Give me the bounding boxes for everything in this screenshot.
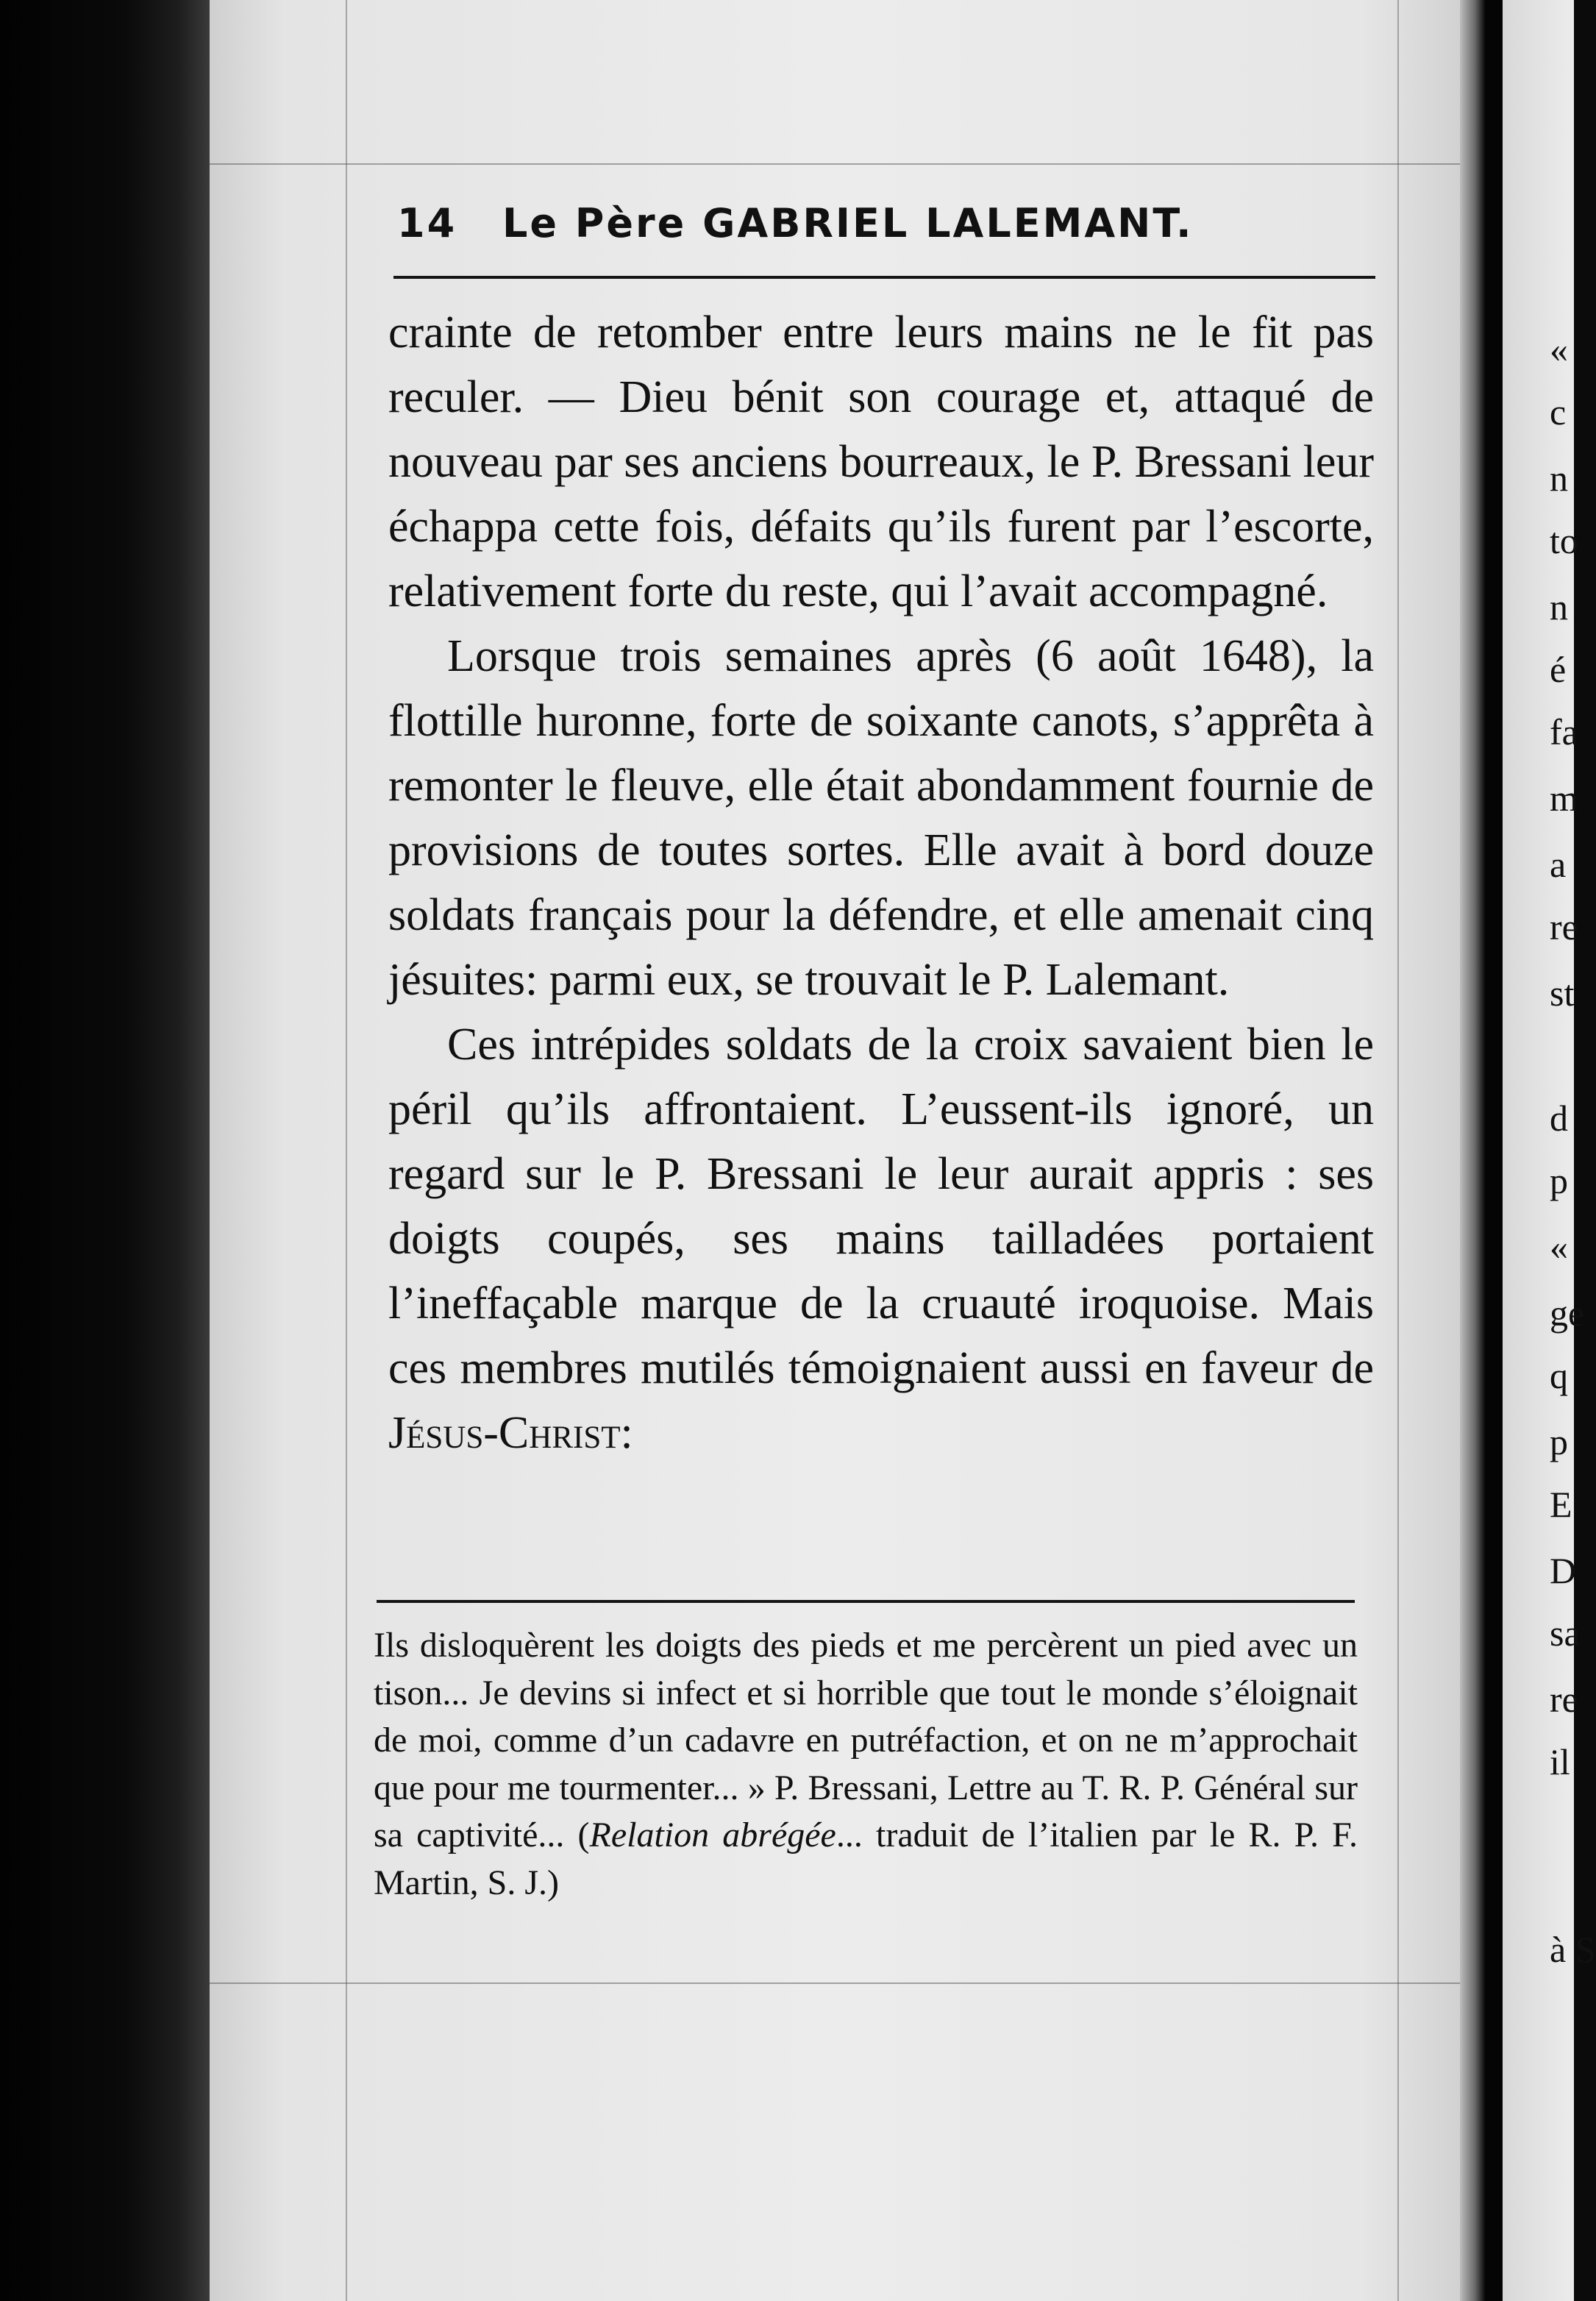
footnote xyxy=(374,1622,1358,1907)
next-page-text-fragment: a xyxy=(1550,844,1567,885)
header-title-name: GABRIEL LALEMANT. xyxy=(702,200,1194,246)
body-text xyxy=(388,300,1374,1465)
next-page-text-fragment: sa xyxy=(1550,1612,1581,1654)
next-page-text-fragment: d xyxy=(1550,1098,1568,1139)
next-page-text-fragment: p xyxy=(1550,1421,1568,1462)
next-page-text-fragment: q xyxy=(1550,1355,1568,1396)
footnote-rule xyxy=(377,1600,1355,1603)
next-page-text-fragment: fa xyxy=(1550,711,1578,753)
next-page-text-fragment: m xyxy=(1550,778,1578,819)
header-rule xyxy=(393,276,1375,279)
frame-line xyxy=(346,0,347,2301)
next-page-text-fragment: D xyxy=(1550,1550,1577,1591)
next-page-text-fragment: to xyxy=(1550,520,1578,561)
paragraph xyxy=(388,1012,1374,1465)
paragraph: crainte de retomber entre leurs mains ne le fit pas reculer. — Dieu bénit son courage et, attaqué de nouveau par ses anciens bourreaux, le P. Bressani leur échappa cette fois, défaits qu’ils furent par l’escorte, relativement forte du reste, qui l’avait accompagné. xyxy=(388,307,1374,616)
next-page-text-fragment: ge xyxy=(1550,1292,1585,1334)
next-page-text-fragment: é xyxy=(1550,649,1567,690)
book-spine xyxy=(0,0,210,2301)
next-page-text-fragment: re xyxy=(1550,1679,1578,1720)
next-page-text-fragment: st xyxy=(1550,972,1575,1014)
next-page-text-fragment: « xyxy=(1550,1226,1568,1267)
frame-line xyxy=(210,1982,1460,1984)
paragraph: Lorsque trois semaines après (6 août 1648), la flottille huronne, forte de soixante canots, s’apprêta à remonter le fleuve, elle était abondamment fournie de provisions de toutes sortes. Elle avait à bord douze soldats français pour la défendre, et elle amenait cinq jésuites: parmi eux, se trouvait le P. Lalemant. xyxy=(388,631,1374,1005)
page-gutter xyxy=(1460,0,1503,2301)
running-header xyxy=(397,200,1383,246)
frame-line xyxy=(1397,0,1399,2301)
footnote-part: Ils disloquèrent les doigts des pieds et me percèrent un pied avec un tison... Je devins si infect et si horrible que tout le monde s’éloignait de moi, comme d’un cadavre en putréfaction, et on ne m’approchait que pour me tourmenter... » P. Bressani, Lettre au T. R. P. Général sur sa captivité... ( xyxy=(374,1626,1358,1854)
footnote-text xyxy=(374,1622,1358,1907)
page-number: 14 xyxy=(397,200,457,246)
next-page-text-fragment: c xyxy=(1550,391,1567,433)
next-page-text-fragment: n xyxy=(1550,586,1568,627)
next-page-text-fragment: re xyxy=(1550,906,1578,947)
next-page-text-fragment: il xyxy=(1550,1741,1570,1782)
header-title-prefix: Le Père xyxy=(502,200,687,246)
jesus-christ: Jésus-Christ: xyxy=(388,1408,633,1458)
next-page-text-fragment: « xyxy=(1550,329,1568,370)
next-page-text-fragment: p xyxy=(1550,1160,1568,1201)
next-page-edge xyxy=(1503,0,1596,2301)
footnote-title-italic: Relation abrégée xyxy=(589,1815,836,1854)
footnote-part: ... traduit de l’italien par le R. P. F. Martin, S. J.) xyxy=(374,1815,1358,1902)
next-page-text-fragment: E xyxy=(1550,1484,1572,1525)
frame-line xyxy=(210,163,1460,165)
paragraph-text: Ces intrépides soldats de la croix savaient bien le péril qu’ils affrontaient. L’eussent-ils ignoré, un regard sur le P. Bressani le leur aurait appris : ses doigts coupés, ses mains tailladées portaient l’ineffaçable marque de la cruauté iroquoise. Mais ces membres mutilés témoignaient aussi en faveur de xyxy=(388,1020,1374,1393)
next-page-text-fragment: à S xyxy=(1550,1929,1596,1970)
next-page-text-fragment: n xyxy=(1550,458,1568,499)
